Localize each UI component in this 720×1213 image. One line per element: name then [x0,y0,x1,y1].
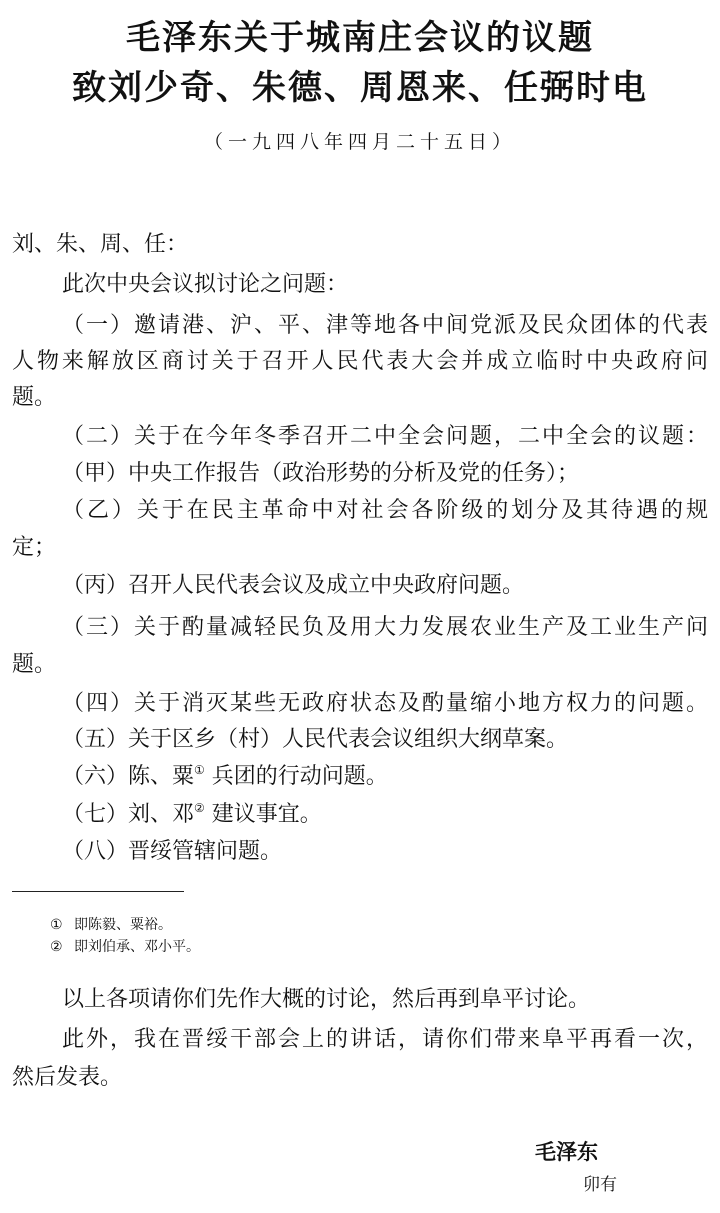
signature-name: 毛泽东 [535,1140,598,1164]
item-2-yi-line-2: 定； [12,535,57,560]
closing-paragraph-1: 以上各项请你们先作大概的讨论，然后再到阜平讨论。 [62,987,591,1012]
footnote-1 [50,915,172,935]
item-8: （八）晋绥管辖问题。 [62,839,283,864]
document-title-line-2: 致刘少奇、朱德、周恩来、任弼时电 [72,68,648,108]
document-title-line-1: 毛泽东关于城南庄会议的议题 [126,18,594,58]
item-1-line-3: 题。 [12,385,57,410]
closing-paragraph-2-line-2: 然后发表。 [12,1065,123,1090]
item-1-line-1: （一）邀请港、沪、平、津等地各中间党派及民众团体的代表 [62,313,708,338]
salutation: 刘、朱、周、任： [12,232,189,257]
intro-paragraph: 此次中央会议拟讨论之问题： [62,272,349,297]
item-2-jia: （甲）中央工作报告（政治形势的分析及党的任务）； [62,461,580,486]
footnote-1-mark: ① [50,917,63,933]
item-7-text: （七）刘、邓 [62,802,195,827]
item-7-text-end: 建议事宜。 [204,802,322,827]
item-6-text: （六）陈、粟 [62,764,195,789]
signature-date: 卯有 [583,1175,617,1195]
footnote-2-mark: ② [50,939,63,955]
item-1-line-2: 人物来解放区商讨关于召开人民代表大会并成立临时中央政府问 [12,349,708,374]
footnote-divider [12,891,184,892]
item-2-bing: （丙）召开人民代表会议及成立中央政府问题。 [62,573,525,598]
item-6-text-end: 兵团的行动问题。 [204,764,388,789]
footnote-1-text: 即陈毅、粟裕。 [74,917,172,933]
item-6 [62,762,388,792]
item-2-yi-line-1: （乙）关于在民主革命中对社会各阶级的划分及其待遇的规 [62,498,708,523]
item-3-line-2: 题。 [12,652,57,677]
item-5: （五）关于区乡（村）人民代表会议组织大纲草案。 [62,727,569,752]
closing-paragraph-2-line-1: 此外，我在晋绥干部会上的讲话，请你们带来阜平再看一次， [62,1027,708,1052]
document-date: （一九四八年四月二十五日） [203,131,516,153]
footnote-ref-2: ② [194,801,205,815]
footnote-ref-1: ① [194,763,205,777]
item-2: （二）关于在今年冬季召开二中全会问题，二中全会的议题： [62,424,708,449]
item-4: （四）关于消灭某些无政府状态及酌量缩小地方权力的问题。 [62,691,708,716]
item-3-line-1: （三）关于酌量减轻民负及用大力发展农业生产及工业生产问 [62,615,708,640]
footnote-2 [50,937,200,957]
footnote-2-text: 即刘伯承、邓小平。 [74,939,200,955]
item-7 [62,800,322,830]
